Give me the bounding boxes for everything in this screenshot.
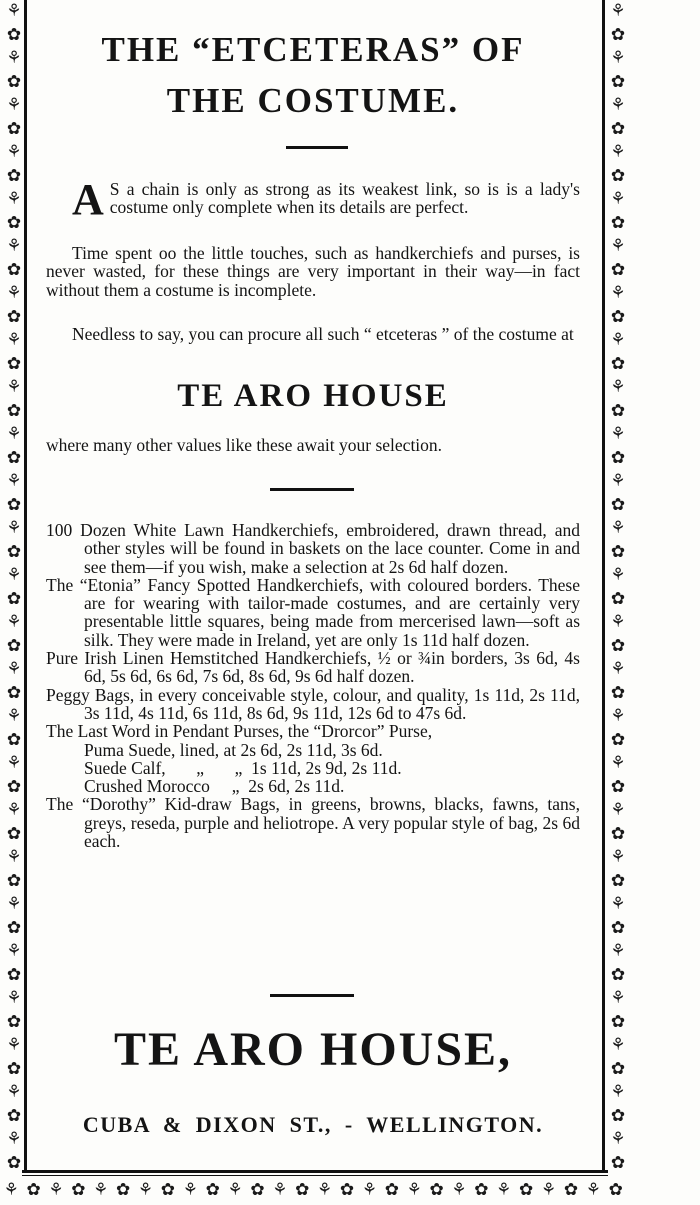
- ornament-icon: ✿: [71, 1180, 86, 1200]
- ornament-icon: ✿: [6, 588, 22, 609]
- ornament-icon: ✿: [26, 1180, 41, 1200]
- ornament-icon: ⚘: [6, 377, 22, 397]
- ornament-icon: ✿: [610, 917, 626, 938]
- ornament-icon: ⚘: [610, 847, 626, 867]
- store-address: CUBA & DIXON ST., - WELLINGTON.: [82, 1112, 544, 1137]
- ornament-icon: ✿: [610, 400, 626, 421]
- intro-paragraph: [46, 175, 580, 224]
- store-tagline: where many other values like these await your selection.: [46, 435, 443, 455]
- ornament-icon: ✿: [610, 306, 626, 327]
- ornament-icon: ⚘: [6, 1082, 22, 1102]
- ornament-icon: ✿: [6, 1058, 22, 1079]
- product-list: [46, 521, 580, 850]
- ornament-icon: ✿: [610, 964, 626, 985]
- ornament-icon: ✿: [6, 447, 22, 468]
- ornament-icon: ✿: [610, 118, 626, 139]
- ornament-icon: ✿: [610, 541, 626, 562]
- ornament-icon: ✿: [6, 729, 22, 750]
- ornament-icon: ⚘: [406, 1180, 422, 1200]
- ornament-icon: ⚘: [610, 1129, 626, 1149]
- purse-price-line: Crushed Morocco „ 2s 6d, 2s 11d.: [84, 776, 345, 797]
- list-item: Pure Irish Linen Hemstitched Handkerchiefs, ½ or ¾in borders, 3s 6d, 4s 6d, 5s 6d, 6s 6d, 7s 6d, 8s 6d, 9s 6d half dozen.: [46, 648, 580, 687]
- ornament-icon: ⚘: [361, 1180, 378, 1200]
- intro-text-2: Time spent oo the little touches, such as handkerchiefs and purses, is never wasted, for these things are very important in their way—in fact without them a costume is incomplete.: [46, 243, 580, 300]
- bottom-ornament-border: [0, 1176, 632, 1205]
- ornament-icon: ⚘: [6, 659, 22, 679]
- left-border-rule: [24, 0, 27, 1172]
- ornament-icon: ✿: [610, 823, 626, 844]
- divider-dash-3: [270, 994, 354, 997]
- ornament-icon: ⚘: [610, 894, 626, 914]
- ornament-icon: ⚘: [6, 330, 22, 350]
- ornament-icon: ⚘: [182, 1180, 198, 1200]
- ornament-icon: ✿: [6, 494, 22, 515]
- ornament-icon: ⚘: [6, 800, 22, 820]
- ornament-icon: ✿: [610, 776, 626, 797]
- ornament-icon: ⚘: [6, 95, 22, 115]
- ornament-icon: ⚘: [451, 1180, 467, 1200]
- headline-line-1: THE “ETCETERAS” OF: [101, 30, 525, 69]
- ornament-icon: ✿: [610, 588, 626, 609]
- ornament-icon: ✿: [384, 1180, 399, 1200]
- ornament-icon: ⚘: [610, 471, 626, 491]
- ornament-icon: ✿: [6, 400, 22, 421]
- ornament-icon: ⚘: [610, 1035, 626, 1055]
- ornament-icon: ⚘: [6, 1035, 22, 1055]
- ornament-icon: ✿: [610, 353, 626, 374]
- ornament-icon: ✿: [250, 1180, 265, 1200]
- ornament-icon: ✿: [116, 1180, 131, 1200]
- ornament-icon: ⚘: [227, 1180, 243, 1200]
- list-item: Peggy Bags, in every conceivable style, colour, and quality, 1s 11d, 2s 11d, 3s 11d, 4s 11d, 6s 11d, 8s 6d, 9s 11d, 12s 6d to 47s 6d.: [46, 684, 580, 723]
- ornament-icon: ✿: [610, 682, 626, 703]
- ornament-icon: ⚘: [6, 518, 22, 538]
- ornament-icon: ⚘: [610, 659, 626, 679]
- ornament-icon: ✿: [610, 870, 626, 891]
- ornament-icon: ✿: [6, 1152, 22, 1173]
- ornament-icon: ✿: [610, 635, 626, 656]
- ornament-icon: ⚘: [6, 48, 22, 68]
- ornament-icon: ✿: [6, 1011, 22, 1032]
- ornament-icon: ⚘: [6, 424, 22, 444]
- ornament-icon: ✿: [6, 306, 22, 327]
- ornament-icon: ⚘: [6, 941, 22, 961]
- ornament-icon: ✿: [610, 1152, 626, 1173]
- ornament-icon: ✿: [295, 1180, 310, 1200]
- ornament-icon: ✿: [610, 494, 626, 515]
- ornament-icon: ⚘: [610, 753, 626, 773]
- headline-line-2: THE COSTUME.: [166, 81, 460, 120]
- ornament-icon: ✿: [6, 635, 22, 656]
- ornament-icon: ⚘: [6, 894, 22, 914]
- ornament-icon: ✿: [6, 24, 22, 45]
- ornament-icon: ✿: [519, 1180, 534, 1200]
- ornament-icon: ✿: [429, 1180, 444, 1200]
- ornament-icon: ⚘: [610, 612, 626, 632]
- drop-cap: A: [72, 175, 104, 224]
- ornament-icon: ⚘: [540, 1180, 557, 1200]
- ornament-icon: ✿: [610, 71, 626, 92]
- ornament-icon: ⚘: [610, 800, 626, 820]
- ornament-icon: ⚘: [610, 706, 626, 726]
- ornament-icon: ⚘: [6, 753, 22, 773]
- ornament-icon: ✿: [610, 24, 626, 45]
- ornament-icon: ⚘: [3, 1180, 19, 1200]
- ornament-icon: ⚘: [6, 612, 22, 632]
- ornament-icon: ✿: [205, 1180, 220, 1200]
- ornament-icon: ✿: [6, 118, 22, 139]
- list-item: The “Etonia” Fancy Spotted Handkerchiefs, with coloured borders. These are for wearing with tailor-made costumes, and are certainly very presentable little squares, being made from mercerised lawn—soft as silk. They were made in Ireland, yet are only 1s 11d half dozen.: [46, 574, 580, 650]
- right-border-rule: [602, 0, 605, 1172]
- ornament-icon: ⚘: [585, 1180, 601, 1200]
- ornament-icon: ✿: [610, 729, 626, 750]
- ornament-icon: ⚘: [6, 142, 22, 162]
- ornament-icon: ✿: [6, 212, 22, 233]
- intro-text-3: Needless to say, you can procure all such “ etceteras ” of the costume at: [72, 324, 574, 344]
- divider-dash: [286, 146, 348, 149]
- ornament-icon: ⚘: [48, 1180, 64, 1200]
- list-item: The “Dorothy” Kid-draw Bags, in greens, browns, blacks, fawns, tans, greys, reseda, purple and heliotrope. A very popular style of bag, 2s 6d each.: [46, 794, 580, 852]
- intro-text-1: S a chain is only as strong as its weakest link, so is is a lady's costume only complete when its details are perfect.: [109, 179, 580, 218]
- ornament-icon: ✿: [610, 212, 626, 233]
- purse-price-line: Suede Calf, „ „ 1s 11d, 2s 9d, 2s 11d.: [84, 757, 402, 778]
- ornament-icon: ✿: [610, 1105, 626, 1126]
- ornament-icon: ✿: [339, 1180, 355, 1200]
- ornament-icon: ✿: [6, 776, 22, 797]
- divider-dash-2: [270, 488, 354, 491]
- store-heading: TE ARO HOUSE: [177, 378, 449, 414]
- ornament-icon: ⚘: [610, 236, 626, 256]
- ornament-icon: ⚘: [610, 518, 626, 538]
- ornament-icon: ⚘: [317, 1180, 333, 1200]
- ornament-icon: ⚘: [610, 48, 626, 68]
- ornament-icon: ✿: [610, 1058, 626, 1079]
- ornament-icon: ✿: [6, 682, 22, 703]
- ornament-icon: ✿: [610, 1011, 626, 1032]
- ornament-icon: ⚘: [6, 988, 22, 1008]
- ornament-icon: ✿: [563, 1180, 579, 1200]
- ornament-icon: ✿: [6, 541, 22, 562]
- bottom-border-rule: [22, 1170, 608, 1173]
- ornament-icon: ⚘: [610, 330, 626, 350]
- ornament-icon: ✿: [6, 964, 22, 985]
- ornament-icon: ⚘: [610, 95, 626, 115]
- ornament-icon: ⚘: [610, 189, 626, 209]
- list-item: 100 Dozen White Lawn Handkerchiefs, embroidered, drawn thread, and other styles will be found in baskets on the lace counter. Come in and see them—if you wish, make a selection at 2s 6d half dozen.: [46, 520, 580, 577]
- ornament-icon: ✿: [6, 259, 22, 280]
- ornament-icon: ✿: [6, 1105, 22, 1126]
- ornament-icon: ⚘: [610, 1, 626, 21]
- ornament-icon: ⚘: [610, 142, 626, 162]
- ornament-icon: ⚘: [137, 1180, 154, 1200]
- ornament-icon: ✿: [608, 1180, 623, 1200]
- ornament-icon: ⚘: [6, 847, 22, 867]
- ornament-icon: ⚘: [6, 236, 22, 256]
- ornament-icon: ⚘: [610, 1082, 626, 1102]
- footer-store-name: TE ARO HOUSE,: [113, 1023, 513, 1076]
- ornament-icon: ⚘: [496, 1180, 512, 1200]
- ornament-icon: ⚘: [610, 988, 626, 1008]
- right-ornament-border: [604, 0, 632, 1180]
- ornament-icon: ⚘: [6, 706, 22, 726]
- ornament-icon: ⚘: [610, 424, 626, 444]
- ornament-icon: ⚘: [610, 377, 626, 397]
- ornament-icon: ⚘: [610, 565, 626, 585]
- ornament-icon: ⚘: [6, 471, 22, 491]
- ornament-icon: ⚘: [610, 941, 626, 961]
- ornament-icon: ⚘: [610, 283, 626, 303]
- ornament-icon: ⚘: [6, 1129, 22, 1149]
- ornament-icon: ✿: [6, 870, 22, 891]
- ornament-icon: ✿: [6, 71, 22, 92]
- ornament-icon: ⚘: [6, 283, 22, 303]
- ornament-icon: ✿: [6, 917, 22, 938]
- ornament-icon: ✿: [6, 823, 22, 844]
- purse-price-line: Puma Suede, lined, at 2s 6d, 2s 11d, 3s 6d.: [84, 739, 383, 760]
- ornament-icon: ✿: [6, 165, 22, 186]
- ornament-icon: ✿: [610, 447, 626, 468]
- ornament-icon: ⚘: [272, 1180, 288, 1200]
- ornament-icon: ✿: [160, 1180, 176, 1200]
- ornament-icon: ⚘: [6, 565, 22, 585]
- ornament-icon: ✿: [474, 1180, 489, 1200]
- ornament-icon: ✿: [610, 165, 626, 186]
- ornament-icon: ⚘: [93, 1180, 109, 1200]
- ornament-icon: ⚘: [6, 189, 22, 209]
- ornament-icon: ⚘: [6, 1, 22, 21]
- ornament-icon: ✿: [610, 259, 626, 280]
- ornament-icon: ✿: [6, 353, 22, 374]
- list-item: The Last Word in Pendant Purses, the “Drorcor” Purse,: [46, 721, 433, 742]
